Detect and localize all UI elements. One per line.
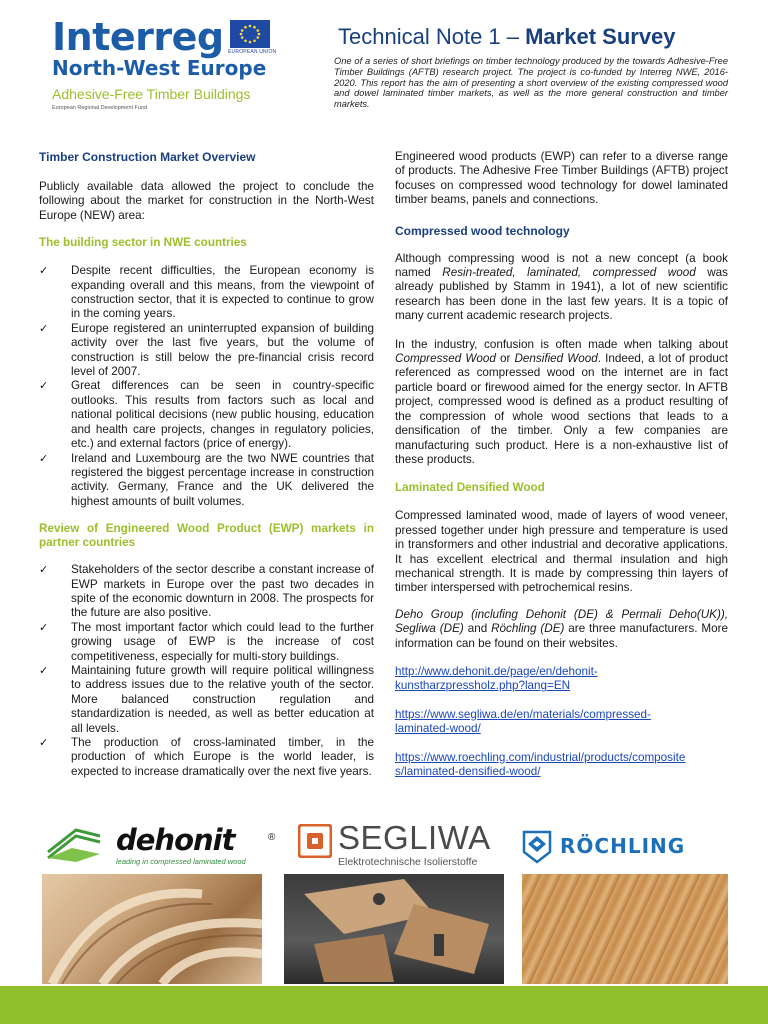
checkmark-icon: ✓ [39, 621, 49, 634]
subtitle-ewp-review: Review of Engineered Wood Product (EWP) markets in partner countries [39, 522, 374, 550]
roechling-logo [522, 830, 732, 870]
compressed-wood-paragraph-2: In the industry, confusion is often made when talking about Compressed Wood or Densified Wood. Indeed, a lot of product referenced as compressed wood on the internet are in fact particle board or firewood aimed for the energy sector. In AFTB project, compressed wood is defined as a product resulting of the compression of whole wood sections that leads to a densification of the timber. Only a few companies are manufacturing such product. Here is a non-exhaustive list of these products. [395, 337, 728, 466]
list-item: ✓ The production of cross-laminated timber, in the production of which Europe is the world leader, is expected to increase dramatically over the next five years. [39, 736, 374, 778]
list-item: ✓ Ireland and Luxembourg are the two NWE countries that registered the biggest percentage increase in construction activity. Germany, France and the UK delivered the highest amounts of built volumes. [39, 451, 374, 508]
intro-text: One of a series of short briefings on timber technology produced by the towards Adhesive-Free Timber Buildings (AFTB) research project. The project is co-funded by Interreg NWE, 2016-2020. This report has the aim of presenting a short overview of the existing compressed wood and dowel laminated timber markets, as well as the more general construction and timber markets. [334, 56, 728, 110]
list-item: ✓ Great differences can be seen in country-specific outlooks. This results from factors such as local and national political decisions (new public housing, education and health care projects, changes in regulatory policies, etc.) and external factors (price of energy). [39, 379, 374, 451]
section-title-compressed-wood: Compressed wood technology [395, 223, 570, 238]
dehonit-wordmark: dehonit [116, 823, 235, 857]
laminated-wood-paragraph: Compressed laminated wood, made of layers of wood veneer, pressed together under high pressure and temperature is used in transformers and other industrial and decorative applications. It has excellent electrical and thermal insulation and high mechanical strength. It is made by compressing thin layers of timber interspersed with petrochemical resins. [395, 509, 728, 595]
dehonit-logo [46, 823, 276, 872]
segliwa-logo [298, 820, 498, 872]
list-item: ✓ Maintaining future growth will require political willingness to address issues due to the relative youth of the sector. More balanced construction regulation and standardization is needed, as well as better education at all levels. [39, 663, 374, 735]
manufacturers-paragraph: Deho Group (inclufing Dehonit (DE) & Permali Deho(UK)), Segliwa (DE) and Röchling (DE) are three manufacturers. More information can be found on their websites. [395, 607, 729, 650]
eu-label: EUROPEAN UNION [228, 49, 277, 55]
ewp-review-list [39, 563, 374, 779]
building-sector-list [39, 264, 374, 509]
manufacturer-logos [0, 812, 768, 872]
checkmark-icon: ✓ [39, 737, 49, 749]
checkmark-icon: ✓ [39, 380, 49, 393]
checkmark-icon: ✓ [39, 452, 49, 465]
subtitle-laminated-densified-wood: Laminated Densified Wood [395, 481, 545, 495]
roechling-mark-icon [522, 830, 552, 864]
segliwa-product-photo [284, 874, 504, 984]
eu-flag-icon [230, 20, 270, 48]
checkmark-icon: ✓ [39, 564, 49, 577]
ewp-paragraph: Engineered wood products (EWP) can refer to a diverse range of products. The Adhesive Free Timber Buildings (AFTB) project focuses on compressed wood technology for dowel laminated timber beams, panels and connections. [395, 150, 728, 207]
dehonit-product-photo [42, 874, 262, 984]
checkmark-icon: ✓ [39, 265, 49, 278]
dehonit-tagline: leading in compressed laminated wood [116, 857, 246, 866]
header [0, 0, 768, 140]
right-column [395, 150, 728, 779]
segliwa-wordmark: SEGLIWA [338, 819, 491, 856]
registered-mark: ® [268, 832, 276, 843]
interreg-region: North-West Europe [52, 56, 267, 80]
subtitle-building-sector: The building sector in NWE countries [39, 236, 247, 250]
project-name: Adhesive-Free Timber Buildings [52, 86, 251, 102]
page-title [338, 24, 676, 50]
link-segliwa[interactable]: https://www.segliwa.de/en/materials/compressed- laminated-wood/ [395, 707, 651, 736]
list-item: ✓ Europe registered an uninterrupted expansion of building activity over the last five years, but the volume of construction is still below the pre-financial crisis record level of 2007. [39, 321, 374, 379]
roechling-product-photo [522, 874, 728, 984]
dehonit-mark-icon [46, 828, 102, 862]
list-item: ✓ Stakeholders of the sector describe a constant increase of EWP markets in Europe over the past two decades in spite of the economic downturn in 2008. The prospects for the future are also positive. [39, 563, 374, 620]
interreg-wordmark: Interreg [52, 15, 224, 59]
segliwa-mark-icon [298, 824, 332, 858]
overview-intro: Publicly available data allowed the project to conclude the following about the market for construction in the North-West Europe (NEW) area: [39, 180, 374, 222]
interreg-logo [48, 14, 338, 124]
list-item: ✓ The most important factor which could lead to the further growing usage of EWP is the increase of cost competitiveness, especially for multi-story buildings. [39, 620, 374, 663]
link-dehonit[interactable]: http://www.dehonit.de/page/en/dehonit- kunstharzpressholz.php?lang=EN [395, 664, 598, 693]
fund-label: European Regional Development Fund [52, 105, 148, 111]
list-item: ✓ Despite recent difficulties, the European economy is expanding overall and this means, from the viewpoint of construction sector, that it is expected to continue to grow in the coming years. [39, 264, 374, 321]
link-roechling[interactable]: https://www.roechling.com/industrial/products/composite s/laminated-densified-wood/ [395, 750, 686, 778]
checkmark-icon: ✓ [39, 664, 49, 677]
left-column [39, 150, 374, 779]
checkmark-icon: ✓ [39, 322, 49, 335]
segliwa-subtitle: Elektrotechnische Isolierstoffe [338, 856, 478, 868]
section-title-market-overview: Timber Construction Market Overview [39, 150, 256, 164]
footer-band [0, 986, 768, 1024]
title-prefix: Technical Note 1 – [338, 24, 526, 49]
manufacturer-links [395, 665, 728, 779]
title-bold: Market Survey [525, 24, 676, 49]
roechling-wordmark: RÖCHLING [560, 834, 686, 858]
compressed-wood-paragraph-1: Although compressing wood is not a new concept (a book named Resin-treated, laminated, compressed wood was already published by Stamm in 1941), a lot of new scientific research has been done in the last few years. It is a topic of many current academic research projects. [395, 251, 728, 323]
